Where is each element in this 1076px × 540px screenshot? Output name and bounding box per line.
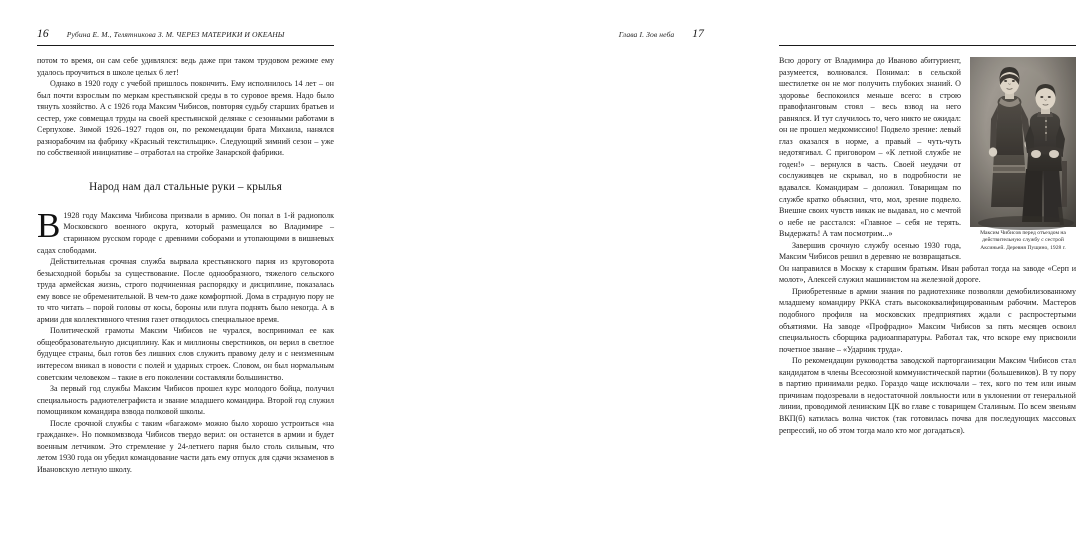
archival-photograph xyxy=(970,57,1076,227)
paragraph: Всю дорогу от Владимира до Иваново абитуриент, разумеется, волновался. Понимал: в сельской шестилетке он не мог получить глубоких знаний. О здоровье беспокоился меньше всего: в строю правофланговым стоял – весь взвод на него равнялся. И тут случилось то, чего никто не ожидал: он не прошел медкомиссию! Подвело зрение: левый глаз оказался в норме, а правый – чуть-чуть недотягивал. С приговором – «К летной службе не годен!» – вернулся в часть. Своей неудачи от сослуживцев не скрывал, но в подробности не вдавался. Командирам – доложил. Товарищам по службе кратко объяснил, что, мол, зрение подвело. Внешне своих чувств никак не выдавал, но с мечтой о небе не расстался: «Главное – себя не терять. Выдержать! А там посмотрим...» xyxy=(779,56,961,239)
drop-cap-letter: В xyxy=(37,205,61,245)
right-page-number: 17 xyxy=(692,28,704,40)
right-text-column xyxy=(779,55,1076,436)
paragraph: Политической грамоты Максим Чибисов не чурался, воспринимал ее как общеобразовательную дисциплину. Как и миллионы сверстников, он верил в светлое будущее страны, был готов без лишних слов служить правому делу и с неизменным интересом вникал в новости с полей и ударных строек. Словом, он был нормальным советским человеком – такие в его поколении составляли большинство. xyxy=(37,326,334,382)
photo-caption: Максим Чибисов перед отъездом на действительную службу с сестрой Аксиньей. Деревня Пущино, 1928 г. xyxy=(980,230,1066,251)
right-page xyxy=(371,0,1076,540)
paragraph: потом то время, он сам себе удивлялся: ведь даже при таком трудовом режиме ему удалось проучиться в школе целых 6 лет! xyxy=(37,56,334,77)
paragraph: По рекомендации руководства заводской парторганизации Максим Чибисов стал кандидатом в члены Всесоюзной коммунистической партии (большевиков). В ту пору в партию принимали редко. Гораздо чаще исключали – тех, кого по тем или иным причинам подозревали в недостаточной лояльности или в уклонении от генеральной линии, проводимой ленинским ЦК во главе с товарищем Сталиным. По всем звеньям ВКП(б) катилась волна чисток (так готовилась почва для последующих массовых репрессий, но об этом тогда мало кто мог догадаться). xyxy=(779,356,1076,435)
paragraph: Действительная срочная служба вырвала крестьянского парня из круговорота безысходной борьбы за существование. После однообразного, тяжелого сельского труда армейская жизнь, строго подчиненная распорядку и дисциплине, показалась ему вовсе не обременительной. В чем-то даже комфортной. Дома в страдную пору не то что читать – порой головы от косы, бороны или плуга поднять было некогда. А в армии для коллективного чтения газет отводилось специальное время. xyxy=(37,257,334,324)
left-header-rule xyxy=(37,45,334,46)
paragraph: Приобретенные в армии знания по радиотехнике позволяли демобилизованному младшему командиру РККА стать высококвалифицированным рабочим. Мастеров подобного профиля на московских предприятиях ждали с распростертыми объятиями. На заводе «Профрадио» Максим Чибисов за пять месяцев освоил специальность сборщика радиоаппаратуры. Работал так, что вскоре ему присвоили почетное звание – «Ударник труда». xyxy=(779,286,1076,354)
left-running-head xyxy=(37,28,344,44)
dropcap-paragraph xyxy=(37,205,334,256)
left-text-column xyxy=(37,55,334,476)
dropcap-paragraph-text: 1928 году Максима Чибисова призвали в армию. Он попал в 1-й радиополк Московского военного округа, который размещался во Владимире – старинном русском городе с древними соборами и утопающими в вишневых садах слободами. xyxy=(37,210,334,255)
section-heading: Народ нам дал стальные руки – крылья xyxy=(89,180,282,193)
right-running-title: Глава I. Зов неба xyxy=(618,30,675,39)
left-page xyxy=(0,0,371,540)
left-page-number: 16 xyxy=(37,28,49,40)
photo-figure xyxy=(970,57,1076,252)
left-running-title: Рубина Е. М., Телятникова З. М. ЧЕРЕЗ МАТЕРИКИ И ОКЕАНЫ xyxy=(66,30,285,39)
paragraph: За первый год службы Максим Чибисов прошел курс молодого бойца, получил специальность радиотелеграфиста и звание младшего командира. Второй год служил помощником командира взвода полковой школы. xyxy=(37,384,334,417)
paragraph: После срочной службы с таким «багажом» можно было хорошо устроиться «на гражданке». Но помкомвзвода Чибисов твердо верил: он останется в армии и будет военным летчиком. Это стремление у 24-летнего парня было столь сильным, что летом 1930 года он убедил командование части дать ему отпуск для сдачи экзаменов в Ивановскую летную школу. xyxy=(37,418,334,474)
paragraph: Завершив срочную службу осенью 1930 года, Максим Чибисов решил в деревню не возвращаться. Он направился в Москву к старшим братьям. Иван работал тогда на заводе «Серп и молот», Алексей служил машинистом на железной дороге. xyxy=(779,240,1076,285)
photograph-image xyxy=(970,57,1076,227)
right-running-head xyxy=(395,28,704,44)
right-header-rule xyxy=(779,45,1076,46)
paragraph: Однако в 1920 году с учебой пришлось покончить. Ему исполнилось 14 лет – он был почти взрослым по меркам крестьянской среды в то суровое время. Надо было тянуть хозяйство. А с 1926 года Максим Чибисов, повторяя судьбу старших братьев и сестер, уже совмещал труды на своей крестьянской делянке с сезонными работами в Серпухове. Зимой 1926–1927 годов он, по рекомендации брата Михаила, нанялся разнорабочим на фабрику «Красный текстильщик». Следующий зимний сезон – уже по собственной инициативе – отработал на стройке Занарской фабрики. xyxy=(37,79,334,158)
